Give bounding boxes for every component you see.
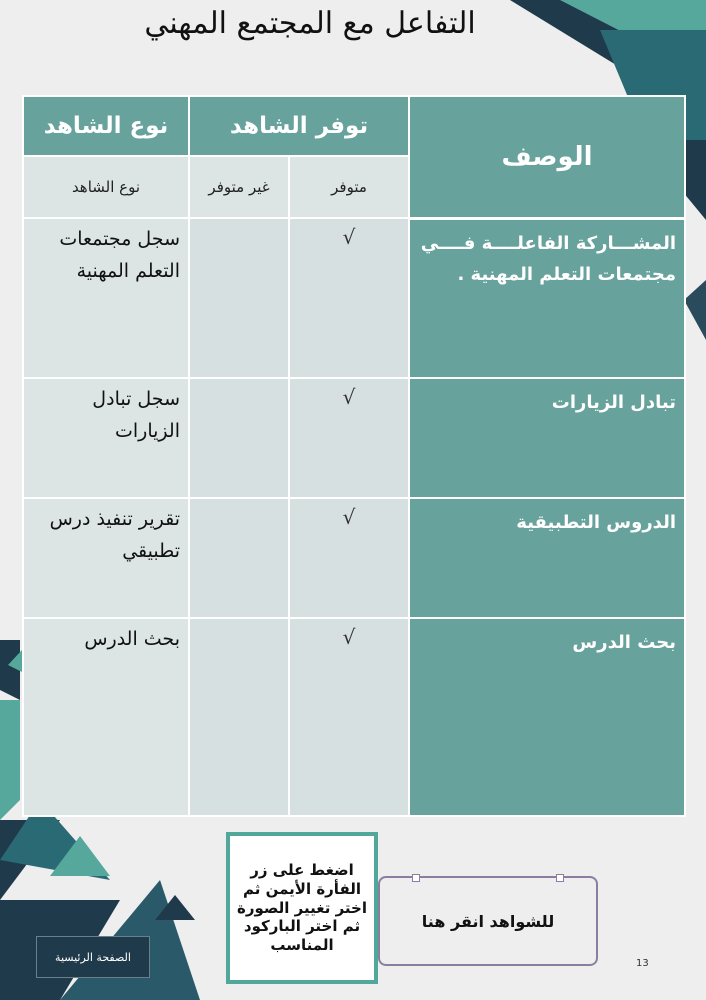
subheader-available: متوفر [289,156,409,218]
row-available-check: √ [289,218,409,378]
table-row [23,618,685,816]
row-not-available [189,498,289,618]
row-description: تبادل الزيارات [409,378,685,498]
row-description: المشـــاركة الفاعلــــة فــــي مجتمعات التعلم المهنية . [409,218,685,378]
table-row [23,218,685,378]
row-evidence-type: بحث الدرس [23,618,189,816]
home-button[interactable]: الصفحة الرئيسية [36,936,150,978]
subheader-type: نوع الشاهد [23,156,189,218]
row-available-check: √ [289,618,409,816]
table-row [23,378,685,498]
subheader-not-available: غير متوفر [189,156,289,218]
row-evidence-type: تقرير تنفيذ درس تطبيقي [23,498,189,618]
row-not-available [189,618,289,816]
row-description: بحث الدرس [409,618,685,816]
row-evidence-type: سجل مجتمعات التعلم المهنية [23,218,189,378]
header-availability: توفر الشاهد [189,96,409,156]
barcode-placeholder[interactable] [226,832,378,984]
pin-icon [556,874,564,882]
evidence-link-button[interactable] [378,876,598,966]
page-title: التفاعل مع المجتمع المهني [144,6,476,41]
row-available-check: √ [289,498,409,618]
row-description: الدروس التطبيقية [409,498,685,618]
row-not-available [189,218,289,378]
evidence-link-label: للشواهد انقر هنا [421,911,555,931]
evidence-table [22,95,686,817]
row-available-check: √ [289,378,409,498]
row-not-available [189,378,289,498]
row-evidence-type: سجل تبادل الزيارات [23,378,189,498]
table-row [23,498,685,618]
header-type: نوع الشاهد [23,96,189,156]
page-number: 13 [636,958,649,969]
header-description: الوصف [409,96,685,218]
pin-icon [412,874,420,882]
arrow-left-icon[interactable] [14,932,38,980]
barcode-instructions: اضغط على زر الفأرة الأيمن ثم اختر تغيير الصورة ثم اختر الباركود المناسب [237,861,367,955]
